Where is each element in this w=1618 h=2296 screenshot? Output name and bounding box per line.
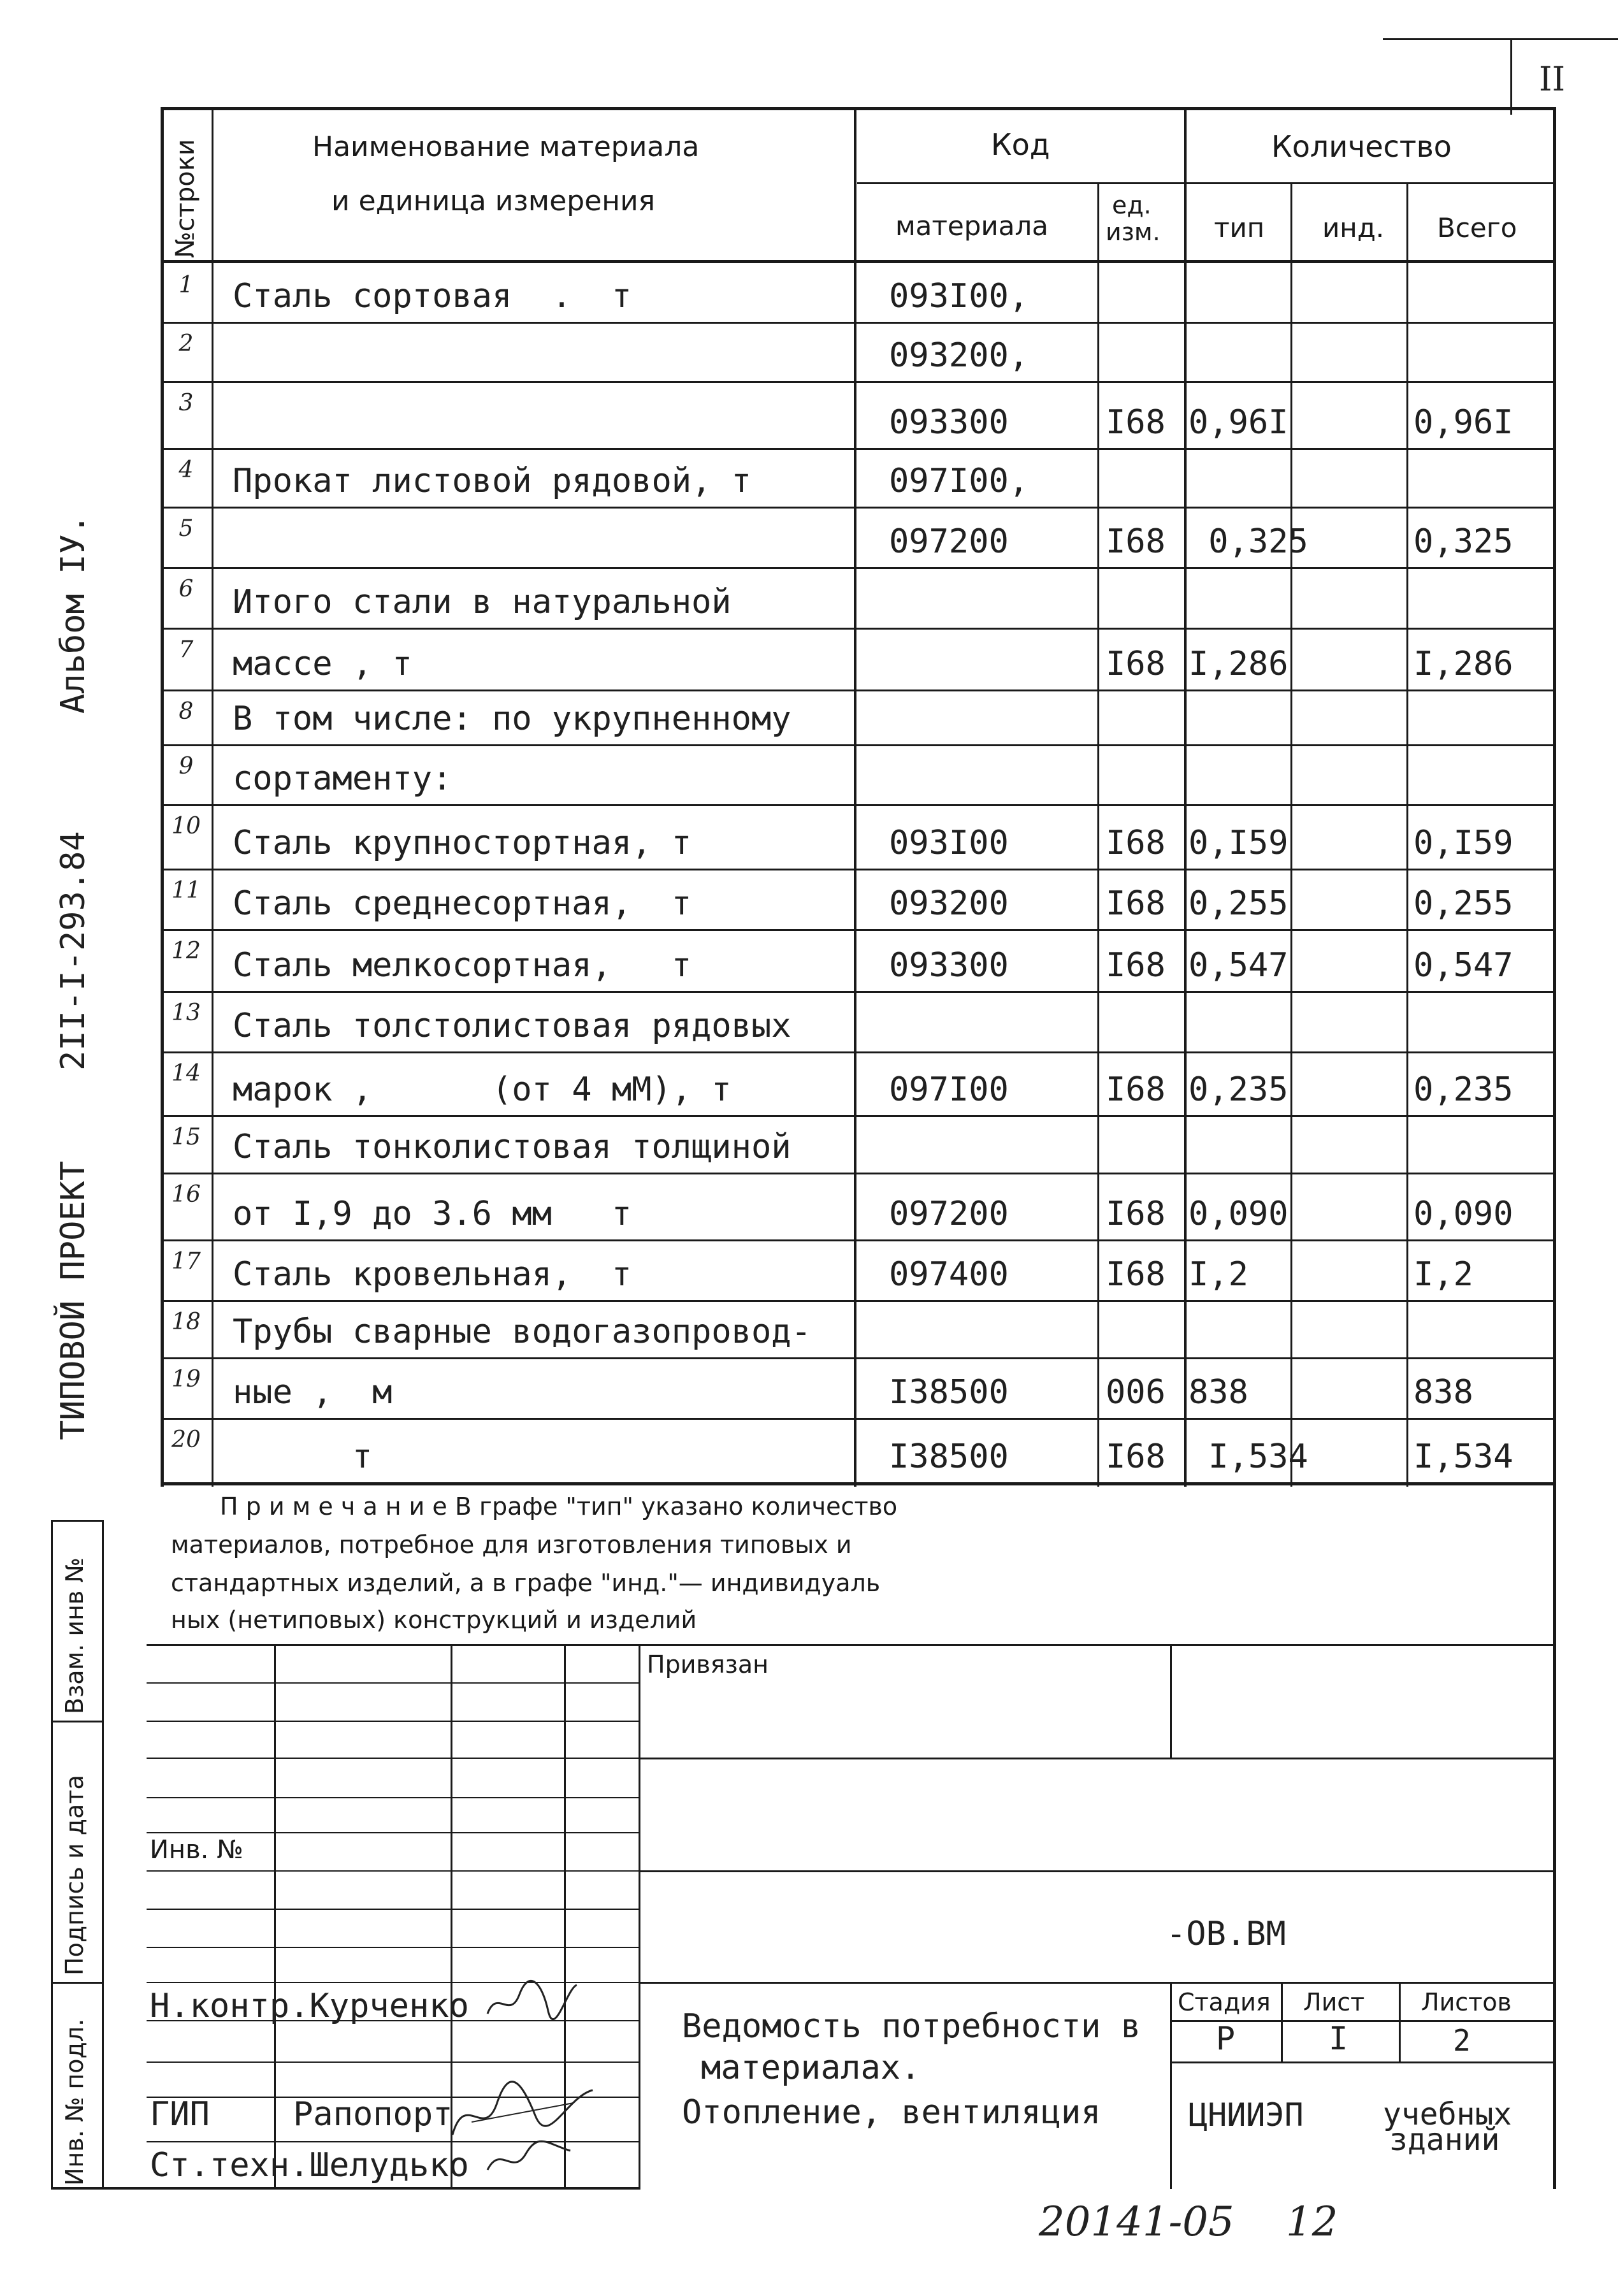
row-qty-tip: I,2 bbox=[1188, 1255, 1248, 1294]
row-name: Прокат листовой рядовой, т bbox=[233, 462, 751, 500]
row-separator bbox=[161, 804, 1556, 806]
row-qty-total: 0,96I bbox=[1413, 403, 1513, 442]
row-name: Сталь мелкосортная, т bbox=[233, 946, 692, 985]
row-qty-tip: 838 bbox=[1188, 1373, 1248, 1412]
row-material-code: 097200 bbox=[889, 1195, 1009, 1233]
row-separator bbox=[161, 1173, 1556, 1174]
row-qty-tip: 0,547 bbox=[1188, 946, 1289, 985]
stamp-org2-line2: зданий bbox=[1389, 2122, 1500, 2158]
row-separator bbox=[161, 381, 1556, 383]
row-separator bbox=[161, 991, 1556, 993]
header-row-number: №строки bbox=[171, 139, 200, 258]
row-separator bbox=[161, 744, 1556, 746]
margin-title-album: Альбом IУ. bbox=[54, 514, 92, 714]
stamp-stage-label: Стадия bbox=[1178, 1988, 1271, 2016]
row-unit-code: I68 bbox=[1106, 645, 1166, 683]
row-qty-total: 0,235 bbox=[1413, 1071, 1513, 1109]
stamp-grid-line bbox=[147, 1721, 640, 1722]
row-separator bbox=[161, 1115, 1556, 1117]
row-number: 15 bbox=[171, 1124, 201, 1150]
stamp-st-tekh: Ст.техн.Шелудько bbox=[150, 2146, 469, 2184]
row-unit-code: I68 bbox=[1106, 884, 1166, 923]
row-number: 4 bbox=[178, 457, 194, 483]
margin-title-project: ТИПОВОЙ ПРОЕКТ bbox=[54, 1160, 92, 1440]
row-number: 18 bbox=[171, 1309, 201, 1335]
header-ind: инд. bbox=[1322, 212, 1385, 243]
row-unit-code: I68 bbox=[1106, 1438, 1166, 1476]
row-name: марок , (от 4 мМ), т bbox=[233, 1071, 732, 1109]
row-qty-tip: 0,235 bbox=[1188, 1071, 1289, 1109]
stamp-grid-line bbox=[147, 1832, 640, 1833]
stamp-label-vzam-inv: Взам. инв № bbox=[61, 1557, 89, 1714]
row-qty-tip: 0,255 bbox=[1188, 884, 1289, 923]
row-name: Сталь крупностортная, т bbox=[233, 824, 692, 862]
row-name: сортаменту: bbox=[233, 760, 452, 798]
header-total: Всего bbox=[1437, 212, 1517, 243]
stamp-grid-line bbox=[147, 1682, 640, 1684]
row-number: 19 bbox=[171, 1366, 201, 1392]
row-separator bbox=[161, 1418, 1556, 1420]
row-material-code: 093I00 bbox=[889, 824, 1009, 862]
row-material-code: 097I00, bbox=[889, 462, 1029, 500]
stamp-grid-line bbox=[147, 1797, 640, 1798]
row-unit-code: I68 bbox=[1106, 1195, 1166, 1233]
row-name: Сталь кровельная, т bbox=[233, 1255, 632, 1294]
row-separator bbox=[161, 322, 1556, 324]
row-separator bbox=[161, 869, 1556, 870]
row-unit-code: I68 bbox=[1106, 523, 1166, 561]
row-qty-total: 838 bbox=[1413, 1373, 1473, 1412]
row-number: 5 bbox=[178, 516, 194, 542]
row-separator bbox=[161, 448, 1556, 450]
row-name: Сталь сортовая . т bbox=[233, 277, 632, 315]
row-qty-tip: 0,090 bbox=[1188, 1195, 1289, 1233]
header-unit-line2: изм. bbox=[1106, 218, 1160, 246]
stamp-org2-line1: учебных bbox=[1383, 2097, 1512, 2132]
row-qty-total: 0,255 bbox=[1413, 884, 1513, 923]
row-qty-total: 0,I59 bbox=[1413, 824, 1513, 862]
row-material-code: 093200, bbox=[889, 336, 1029, 375]
row-separator bbox=[161, 1357, 1556, 1359]
row-separator bbox=[161, 1239, 1556, 1241]
stamp-sheet: I bbox=[1329, 2020, 1348, 2057]
stamp-gip: ГИП bbox=[150, 2095, 210, 2134]
stamp-stage: Р bbox=[1216, 2020, 1236, 2057]
row-number: 7 bbox=[178, 637, 194, 663]
row-material-code: 097400 bbox=[889, 1255, 1009, 1294]
row-separator bbox=[161, 690, 1556, 691]
row-separator bbox=[161, 507, 1556, 509]
row-qty-total: 0,325 bbox=[1413, 523, 1513, 561]
row-name: т bbox=[233, 1438, 373, 1476]
row-separator bbox=[161, 1300, 1556, 1302]
note-line-2: материалов, потребное для изготовления типовых и bbox=[171, 1531, 852, 1559]
row-name: ные , м bbox=[233, 1373, 393, 1412]
row-qty-total: I,534 bbox=[1413, 1438, 1513, 1476]
header-quantity: Количество bbox=[1271, 129, 1452, 164]
row-number: 14 bbox=[171, 1060, 201, 1087]
header-material: материала bbox=[895, 210, 1049, 242]
row-number: 17 bbox=[171, 1248, 201, 1274]
stamp-label-inv-podl: Инв. № подл. bbox=[61, 2018, 89, 2186]
row-qty-tip: 0,325 bbox=[1188, 523, 1308, 561]
stamp-grid-line bbox=[147, 1870, 640, 1872]
row-name: массе , т bbox=[233, 645, 412, 683]
sheet-corner-number: II bbox=[1539, 61, 1566, 99]
row-number: 13 bbox=[171, 1000, 201, 1026]
header-unit-line1: ед. bbox=[1112, 191, 1152, 219]
row-unit-code: I68 bbox=[1106, 824, 1166, 862]
header-code: Код bbox=[991, 127, 1050, 162]
header-tip: тип bbox=[1214, 212, 1265, 243]
stamp-org: ЦНИИЭП bbox=[1188, 2097, 1304, 2134]
row-qty-tip: 0,96I bbox=[1188, 403, 1289, 442]
row-unit-code: I68 bbox=[1106, 1071, 1166, 1109]
signature-nkontr bbox=[484, 1975, 580, 2026]
note-line-3: стандартных изделий, а в графе "инд."— индивидуаль bbox=[171, 1569, 881, 1597]
stamp-grid-line bbox=[147, 1909, 640, 1910]
stamp-title-line1: Ведомость потребности в bbox=[682, 2007, 1141, 2046]
stamp-grid-line bbox=[147, 1947, 640, 1948]
row-number: 2 bbox=[178, 331, 194, 357]
row-separator bbox=[161, 567, 1556, 569]
row-separator bbox=[161, 929, 1556, 931]
note-line-4: ных (нетиповых) конструкций и изделий bbox=[171, 1606, 697, 1634]
row-material-code: I38500 bbox=[889, 1373, 1009, 1412]
stamp-inv-no: Инв. № bbox=[150, 1835, 243, 1865]
stamp-privyazan: Привязан bbox=[647, 1650, 769, 1679]
header-name-line2: и единица измерения bbox=[331, 185, 656, 217]
row-number: 3 bbox=[178, 390, 194, 416]
stamp-title-line3: Отопление, вентиляция bbox=[682, 2093, 1101, 2132]
row-name: Итого стали в натуральной bbox=[233, 583, 732, 621]
stamp-grid-line bbox=[147, 2061, 640, 2063]
margin-title-number: 2II-I-293.84 bbox=[54, 831, 92, 1071]
row-number: 20 bbox=[171, 1427, 201, 1453]
row-name: Сталь тонколистовая толщиной bbox=[233, 1128, 791, 1166]
signature-st-tekh bbox=[484, 2135, 574, 2183]
row-number: 6 bbox=[178, 576, 194, 602]
row-unit-code: I68 bbox=[1106, 403, 1166, 442]
row-unit-code: I68 bbox=[1106, 1255, 1166, 1294]
row-number: 9 bbox=[178, 753, 194, 779]
row-material-code: 097200 bbox=[889, 523, 1009, 561]
row-qty-total: I,2 bbox=[1413, 1255, 1473, 1294]
row-qty-tip: I,286 bbox=[1188, 645, 1289, 683]
row-name: Сталь среднесортная, т bbox=[233, 884, 692, 923]
row-material-code: 093I00, bbox=[889, 277, 1029, 315]
stamp-doc-code: -ОВ.ВМ bbox=[1166, 1915, 1286, 1953]
stamp-sheet-label: Лист bbox=[1303, 1988, 1365, 2016]
stamp-sheets-label: Листов bbox=[1421, 1988, 1512, 2016]
row-number: 8 bbox=[178, 698, 194, 725]
row-name: В том числе: по укрупненному bbox=[233, 700, 791, 738]
row-qty-total: 0,090 bbox=[1413, 1195, 1513, 1233]
row-separator bbox=[161, 628, 1556, 630]
stamp-gip-name: Рапопорт bbox=[293, 2095, 453, 2134]
row-name: Сталь толстолистовая рядовых bbox=[233, 1007, 791, 1045]
row-unit-code: 006 bbox=[1106, 1373, 1166, 1412]
note-line-1: П р и м е ч а н и е В графе "тип" указано количество bbox=[220, 1492, 898, 1520]
stamp-nkontr: Н.контр.Курченко bbox=[150, 1987, 469, 2025]
row-qty-tip: I,534 bbox=[1188, 1438, 1308, 1476]
stamp-label-signature-date: Подпись и дата bbox=[61, 1775, 89, 1975]
row-qty-tip: 0,I59 bbox=[1188, 824, 1289, 862]
header-name-line1: Наименование материала bbox=[312, 131, 700, 163]
row-material-code: I38500 bbox=[889, 1438, 1009, 1476]
stamp-grid-line bbox=[147, 1758, 640, 1759]
row-number: 10 bbox=[171, 813, 201, 839]
row-number: 16 bbox=[171, 1181, 201, 1208]
row-material-code: 093300 bbox=[889, 403, 1009, 442]
row-number: 1 bbox=[178, 272, 194, 298]
stamp-sheets: 2 bbox=[1453, 2023, 1471, 2058]
row-material-code: 093200 bbox=[889, 884, 1009, 923]
row-number: 12 bbox=[171, 938, 201, 964]
stamp-title-line2: материалах. bbox=[701, 2049, 921, 2087]
row-unit-code: I68 bbox=[1106, 946, 1166, 985]
row-name: Трубы сварные водогазопровод- bbox=[233, 1313, 811, 1351]
footer-handwritten-number: 20141-05 12 bbox=[1039, 2199, 1338, 2246]
row-material-code: 097I00 bbox=[889, 1071, 1009, 1109]
row-number: 11 bbox=[171, 877, 201, 904]
row-qty-total: 0,547 bbox=[1413, 946, 1513, 985]
row-qty-total: I,286 bbox=[1413, 645, 1513, 683]
row-name: от I,9 до 3.6 мм т bbox=[233, 1195, 632, 1233]
row-separator bbox=[161, 1051, 1556, 1053]
row-material-code: 093300 bbox=[889, 946, 1009, 985]
